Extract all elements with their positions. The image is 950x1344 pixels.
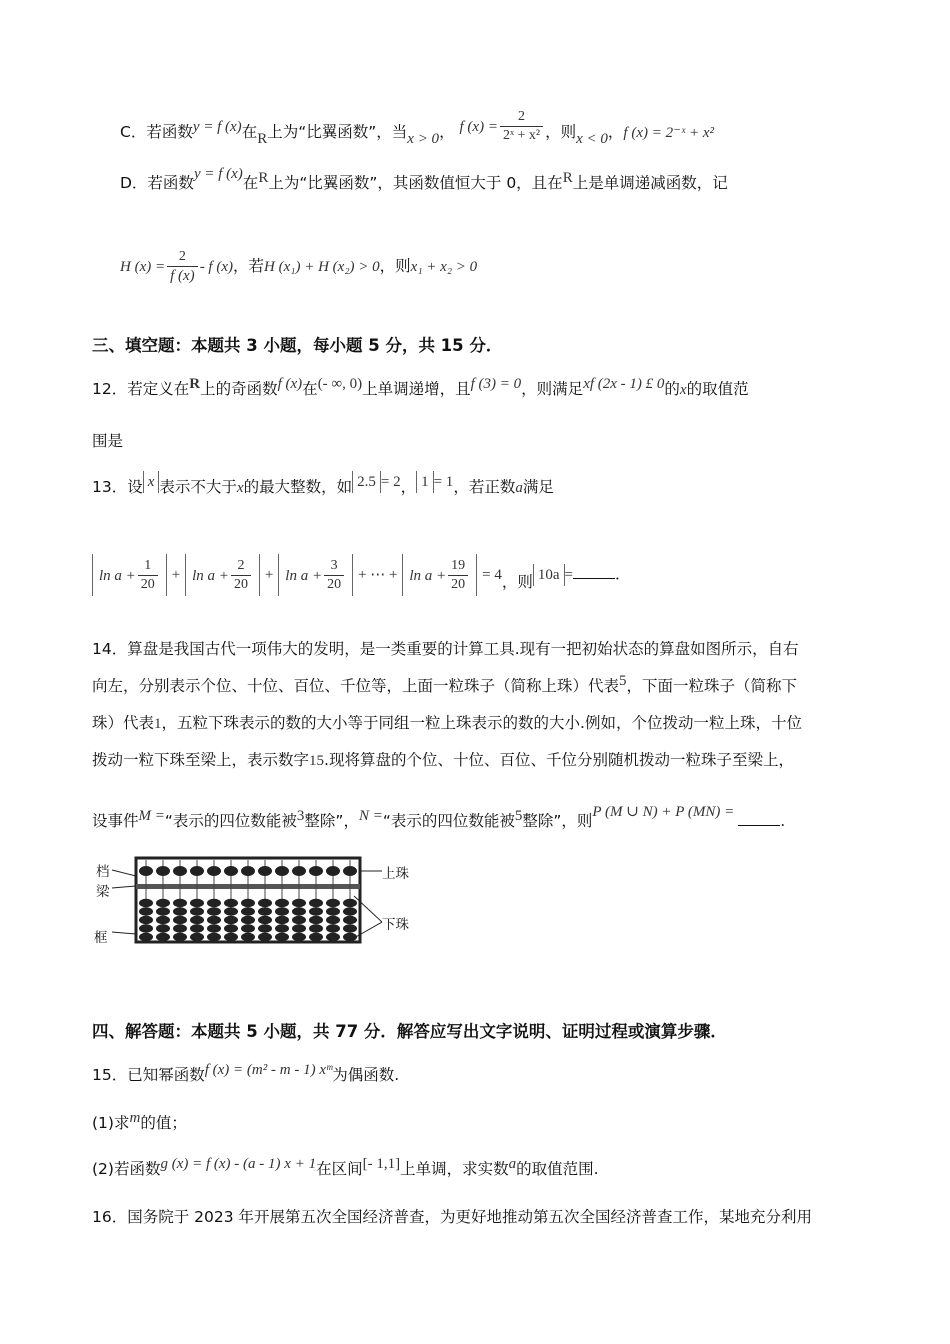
lower-bead <box>173 916 187 924</box>
numerator: 3 <box>324 557 344 576</box>
text: 的最大整数，如 <box>243 478 353 496</box>
text: 向左，分别表示个位、十位、百位、千位等，上面一粒珠子（简称上珠）代表 <box>92 677 620 695</box>
text: “表示的四位数能被 <box>164 812 297 830</box>
label-dang: 档 <box>96 864 110 879</box>
numerator: 19 <box>448 557 468 576</box>
lower-bead <box>173 907 187 915</box>
upper-bead <box>139 866 153 876</box>
math: f (x) = 2⁻ˣ + x² <box>623 125 715 141</box>
lower-bead <box>343 924 357 932</box>
upper-bead <box>224 866 238 876</box>
lower-bead <box>139 907 153 915</box>
lower-bead <box>139 924 153 932</box>
math: 1 <box>154 716 162 732</box>
denominator: 20 <box>451 576 466 592</box>
question-number: 13．设 <box>92 478 143 496</box>
lower-bead <box>343 907 357 915</box>
question-14-line4 <box>92 749 794 772</box>
text: 设事件 <box>92 812 139 830</box>
math: 5 <box>619 673 627 689</box>
text: ，若正数 <box>453 478 516 496</box>
math: R <box>258 170 269 186</box>
text: 整除”， <box>304 812 359 830</box>
numerator: 2 <box>167 248 198 267</box>
lower-bead <box>292 933 306 941</box>
text: ，下面一粒珠子（简称下 <box>626 677 798 695</box>
lower-bead <box>326 924 340 932</box>
text: . <box>780 812 786 830</box>
lower-bead <box>275 916 289 924</box>
section-heading-4: 四、解答题：本题共 5 小题，共 77 分．解答应写出文字说明、证明过程或演算步骤． <box>92 1022 727 1041</box>
math: f (x) = <box>459 119 498 135</box>
lower-bead <box>207 899 221 907</box>
lower-bead <box>309 933 323 941</box>
math: y = f (x) <box>193 166 243 182</box>
upper-bead <box>258 866 272 876</box>
math: ln a + <box>192 567 229 584</box>
text: 上是单调递减函数，记 <box>572 174 728 192</box>
text: 上单调，求实数 <box>400 1160 509 1178</box>
lower-bead <box>207 916 221 924</box>
pointer-liang <box>112 886 136 888</box>
question-16-line1: 16．国务院于 2023 年开展第五次全国经济普查，为更好地推动第五次全国经济普查工作，某地充分利用 <box>92 1208 813 1226</box>
floor-term <box>402 554 477 596</box>
math: M = <box>138 808 165 824</box>
math: ln a + <box>99 567 136 584</box>
lower-bead <box>156 916 170 924</box>
option-c-label: C．若函数 <box>120 123 193 141</box>
text: 在 <box>241 123 258 141</box>
upper-bead <box>292 866 306 876</box>
math: x <box>236 480 244 496</box>
math: x > 0 <box>407 131 440 147</box>
pointer-kuang <box>112 932 136 934</box>
math: g (x) = f (x) - (a - 1) x + 1 <box>160 1156 317 1172</box>
lower-bead <box>156 924 170 932</box>
text: ，则满足 <box>521 380 584 398</box>
math: H (x) = <box>120 259 166 275</box>
lower-bead <box>258 899 272 907</box>
upper-bead <box>309 866 323 876</box>
text: 在区间 <box>316 1160 363 1178</box>
math: f (3) = 0 <box>470 376 522 392</box>
math: xf (2x - 1) £ 0 <box>583 376 665 392</box>
question-number: 12．若定义在 <box>92 380 190 398</box>
math: N = <box>358 808 383 824</box>
question-12 <box>92 378 749 401</box>
text: ． <box>614 565 631 583</box>
math: 10a <box>533 564 565 586</box>
upper-bead <box>343 866 357 876</box>
abacus-figure <box>92 852 422 948</box>
lower-bead <box>156 907 170 915</box>
math: ln a + <box>285 567 323 584</box>
lower-bead <box>224 924 238 932</box>
question-15 <box>92 1064 399 1087</box>
math: x <box>679 382 687 398</box>
text: 表示不大于 <box>159 478 237 496</box>
text: 上为“比翼函数”，其函数值恒大于 0，且在 <box>268 174 563 192</box>
lower-bead <box>173 899 187 907</box>
text: 整除”，则 <box>522 812 593 830</box>
math: R <box>189 376 201 392</box>
lower-bead <box>275 907 289 915</box>
math: R <box>257 131 268 147</box>
text: ，则 <box>379 257 411 275</box>
lower-bead <box>292 907 306 915</box>
question-12-line2: 围是 <box>92 432 124 450</box>
denominator: 20 <box>327 576 342 592</box>
upper-bead <box>275 866 289 876</box>
math: ln a + <box>409 567 447 584</box>
upper-bead <box>190 866 204 876</box>
denominator: 20 <box>233 576 248 592</box>
math: = <box>564 567 573 583</box>
lower-bead <box>224 933 238 941</box>
fraction <box>500 108 543 145</box>
lower-bead <box>309 907 323 915</box>
lower-bead <box>190 899 204 907</box>
lower-bead <box>309 899 323 907</box>
lower-bead <box>326 933 340 941</box>
pointer-dang <box>112 870 136 876</box>
math: + <box>264 567 274 583</box>
text: “表示的四位数能被 <box>382 812 515 830</box>
lower-bead <box>326 916 340 924</box>
lower-bead <box>241 907 255 915</box>
math: 1 <box>416 471 434 493</box>
text: 为偶函数. <box>332 1066 400 1084</box>
text: 在 <box>302 380 318 398</box>
lower-bead <box>207 907 221 915</box>
text: ， <box>607 123 624 141</box>
fraction <box>167 248 198 285</box>
floor-term <box>278 554 353 596</box>
lower-bead <box>139 916 153 924</box>
question-14-line5 <box>92 804 786 833</box>
text: 的取值范围. <box>516 1160 599 1178</box>
lower-bead <box>275 924 289 932</box>
fraction <box>231 557 251 594</box>
lower-bead <box>258 924 272 932</box>
math: f (x) = (m² - m - 1) xᵐ <box>204 1062 333 1078</box>
text: (1)求 <box>92 1114 130 1132</box>
math: a <box>508 1156 517 1172</box>
answer-blank[interactable] <box>738 811 780 826</box>
text: 的值； <box>140 1114 187 1132</box>
answer-blank[interactable] <box>573 564 615 579</box>
math: 15 <box>309 753 325 769</box>
numerator: 2 <box>500 108 543 127</box>
label-shangzhu: 上珠 <box>382 866 409 881</box>
option-d <box>120 166 728 195</box>
text: 上为“比翼函数”，当 <box>267 123 408 141</box>
lower-bead <box>258 933 272 941</box>
pointer-xiazhu-b <box>354 922 382 938</box>
lower-bead <box>326 907 340 915</box>
math: H (x₁) + H (x₂) > 0 <box>264 259 380 275</box>
lower-bead <box>309 916 323 924</box>
question-13 <box>92 473 554 499</box>
text: 拨动一粒下珠至梁上，表示数字 <box>92 751 310 769</box>
text: ，若 <box>233 257 265 275</box>
denominator: 2ˣ + x² <box>502 128 541 143</box>
upper-bead <box>241 866 255 876</box>
math: = 2 <box>380 474 401 490</box>
text: ，则 <box>545 123 577 141</box>
math: + ⋯ + <box>358 567 398 583</box>
lower-bead <box>173 924 187 932</box>
denominator: 20 <box>140 576 155 592</box>
upper-bead <box>326 866 340 876</box>
fraction <box>138 557 158 594</box>
text: ，则 <box>501 573 533 591</box>
text: 珠）代表 <box>92 714 155 732</box>
numerator: 1 <box>138 557 158 576</box>
lower-bead <box>241 899 255 907</box>
text: 的取值范 <box>686 380 749 398</box>
math: = 4 <box>482 567 502 583</box>
lower-bead <box>224 899 238 907</box>
floor-term <box>185 554 260 596</box>
text: ， <box>439 123 455 141</box>
text: 上单调递增，且 <box>362 380 471 398</box>
math: 3 <box>296 808 305 824</box>
upper-bead <box>173 866 187 876</box>
option-c <box>120 109 715 151</box>
lower-bead <box>292 899 306 907</box>
option-d-label: D．若函数 <box>120 174 194 192</box>
lower-bead <box>224 907 238 915</box>
lower-bead <box>207 933 221 941</box>
lower-bead <box>156 899 170 907</box>
lower-bead <box>139 899 153 907</box>
label-liang: 梁 <box>96 884 110 899</box>
question-14-line2 <box>92 675 797 698</box>
math: P (M ∪ N) + P (MN) = <box>592 804 735 820</box>
lower-bead <box>241 916 255 924</box>
numerator: 2 <box>231 557 251 576</box>
fraction <box>324 557 344 594</box>
lower-bead <box>241 933 255 941</box>
text: ， <box>400 478 417 496</box>
math: a <box>515 480 523 496</box>
upper-bead <box>156 866 170 876</box>
pointer-xiazhu-a <box>354 896 382 922</box>
question-15-part1 <box>92 1112 187 1135</box>
math: R <box>562 170 573 186</box>
lower-bead <box>326 899 340 907</box>
question-14-line3 <box>92 712 802 735</box>
fraction <box>448 557 468 594</box>
text: 上的奇函数 <box>200 380 278 398</box>
math: + <box>171 567 181 583</box>
lower-bead <box>275 899 289 907</box>
question-15-part2 <box>92 1158 599 1181</box>
math: 5 <box>514 808 523 824</box>
text: 在 <box>242 174 259 192</box>
math: (- ∞, 0) <box>317 376 363 392</box>
text: ，五粒下珠表示的数的大小等于同组一粒上珠表示的数的大小.例如，个位拨动一粒上珠，十位 <box>161 714 802 732</box>
option-d-line2 <box>120 248 477 285</box>
text: (2)若函数 <box>92 1160 161 1178</box>
lower-bead <box>173 933 187 941</box>
lower-bead <box>207 924 221 932</box>
lower-bead <box>156 933 170 941</box>
lower-bead <box>309 924 323 932</box>
math: [- 1,1] <box>362 1156 401 1172</box>
lower-bead <box>343 899 357 907</box>
label-xiazhu: 下珠 <box>382 917 409 932</box>
math: y = f (x) <box>192 119 242 135</box>
question-number: 15．已知幂函数 <box>92 1066 205 1084</box>
lower-bead <box>190 933 204 941</box>
label-kuang: 框 <box>94 930 108 945</box>
lower-bead <box>275 933 289 941</box>
math: x < 0 <box>576 131 608 147</box>
math: - f (x) <box>199 259 233 275</box>
text: 的 <box>664 380 680 398</box>
upper-bead <box>207 866 221 876</box>
lower-bead <box>139 933 153 941</box>
question-13-equation <box>92 552 631 597</box>
lower-bead <box>258 916 272 924</box>
abacus-drawing <box>92 852 422 948</box>
lower-bead <box>292 924 306 932</box>
math: 2.5 <box>352 471 381 493</box>
math: m <box>129 1110 141 1126</box>
lower-bead <box>343 916 357 924</box>
denominator: f (x) <box>170 268 195 284</box>
lower-bead <box>190 907 204 915</box>
lower-bead <box>292 916 306 924</box>
lower-bead <box>224 916 238 924</box>
lower-bead <box>190 916 204 924</box>
lower-bead <box>241 924 255 932</box>
text: .现将算盘的个位、十位、百位、千位分别随机拨动一粒珠子至梁上， <box>324 751 794 769</box>
math: x₁ + x₂ > 0 <box>410 259 478 275</box>
math: x <box>143 471 160 493</box>
text: 满足 <box>522 478 554 496</box>
section-heading-3: 三、填空题：本题共 3 小题，每小题 5 分，共 15 分． <box>92 336 503 355</box>
lower-bead <box>258 907 272 915</box>
lower-bead <box>190 924 204 932</box>
math: f (x) <box>277 376 303 392</box>
question-14-line1: 14．算盘是我国古代一项伟大的发明，是一类重要的计算工具.现有一把初始状态的算盘如图所示，自右 <box>92 640 799 658</box>
math: = 1 <box>433 474 454 490</box>
floor-term <box>92 554 167 596</box>
